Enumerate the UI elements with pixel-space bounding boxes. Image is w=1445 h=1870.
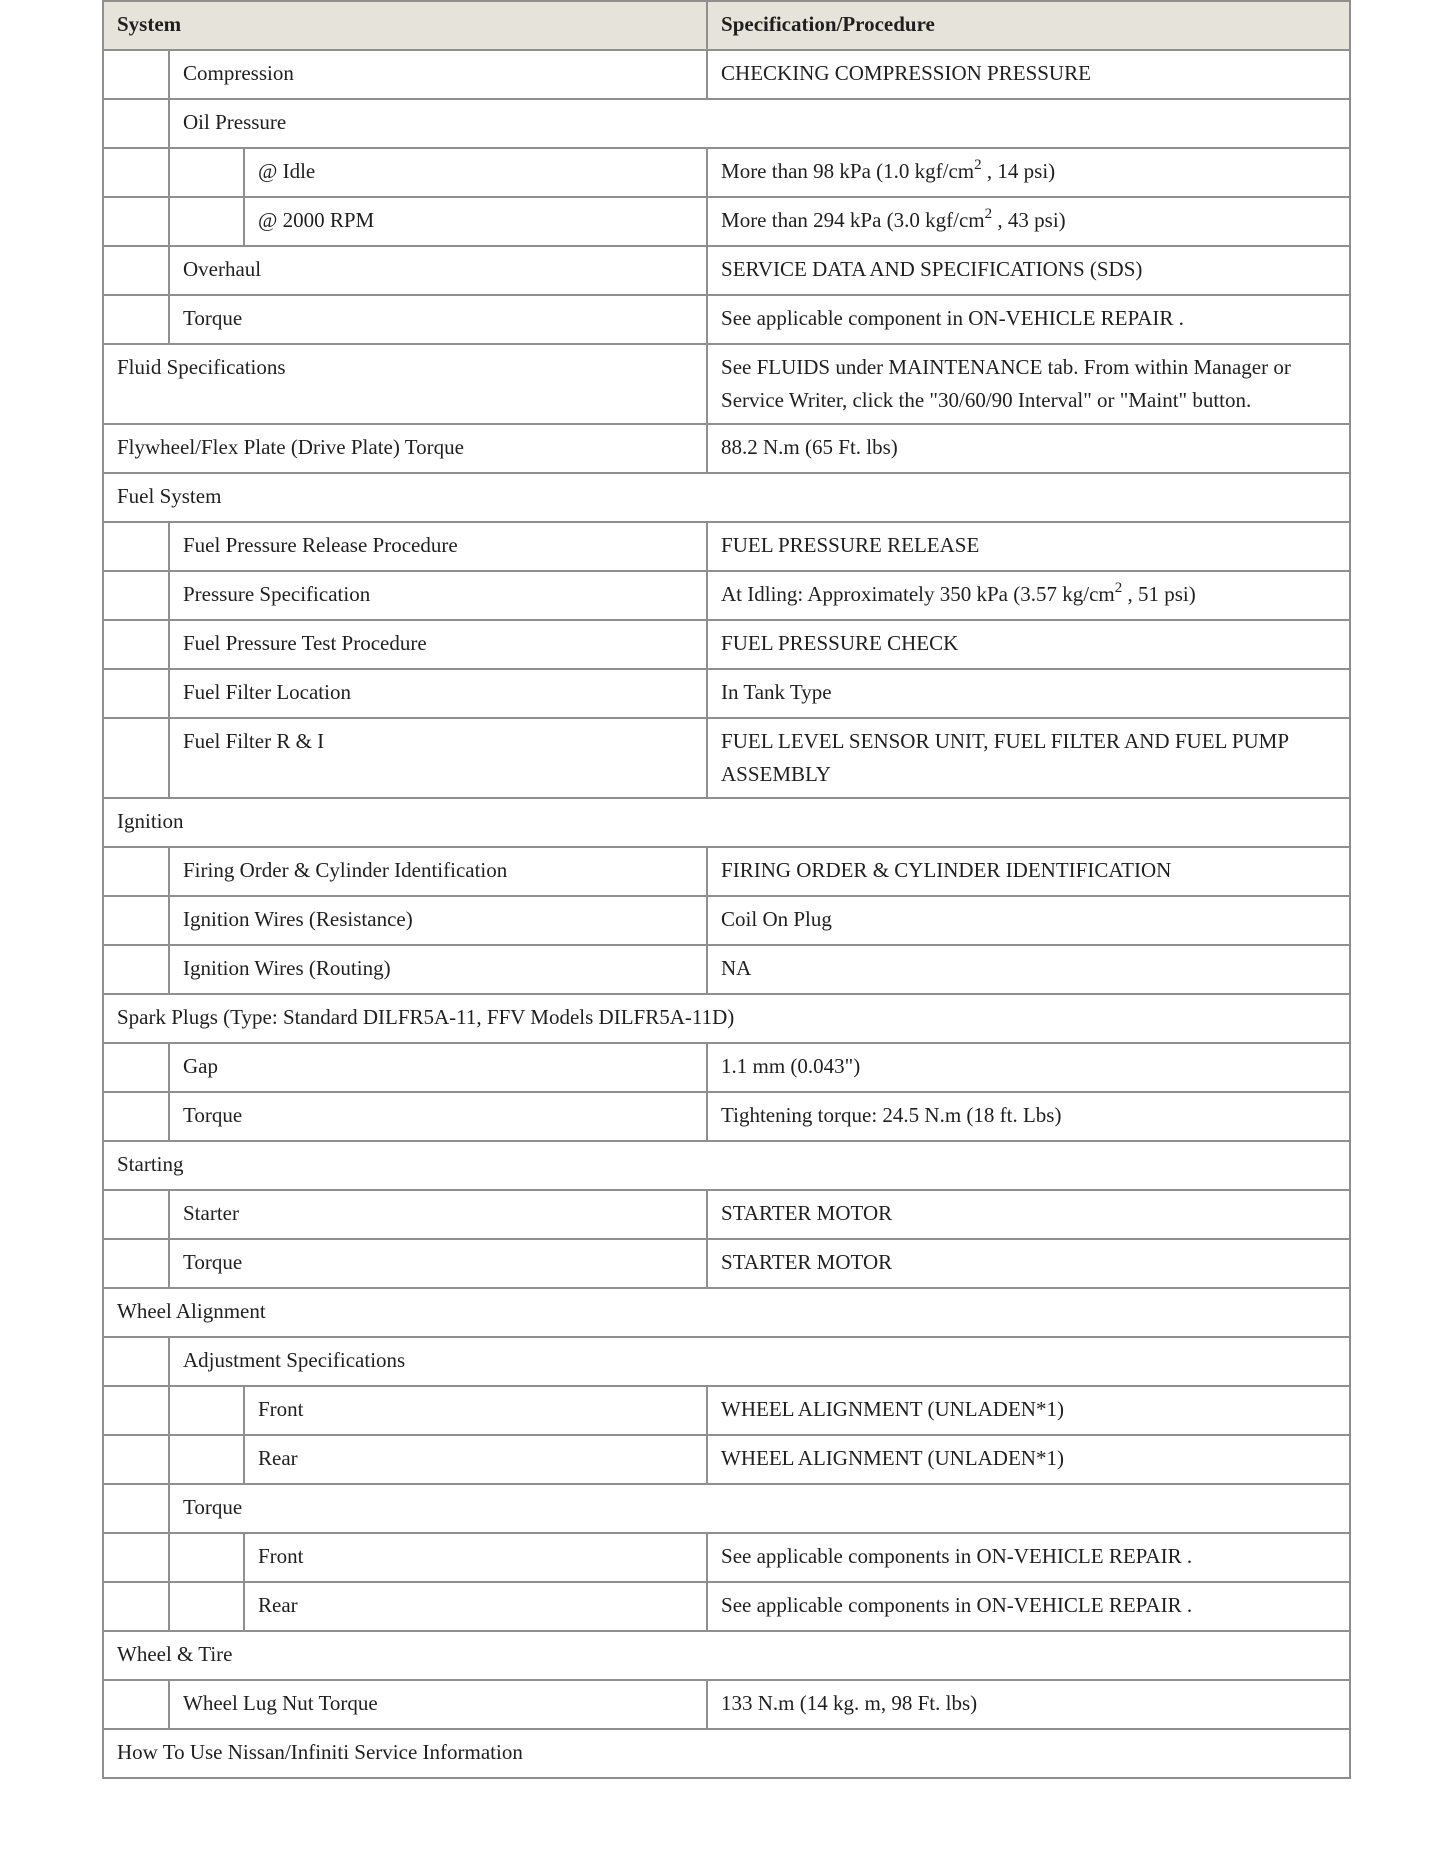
indent-cell — [103, 1190, 169, 1239]
indent-cell — [103, 1239, 169, 1288]
table-header-row — [103, 1, 1350, 50]
indent-cell — [103, 1484, 169, 1533]
row-label: @ Idle — [244, 148, 707, 197]
indent-cell — [103, 1533, 169, 1582]
row-label: Starter — [169, 1190, 707, 1239]
row-label: Ignition Wires (Resistance) — [169, 896, 707, 945]
row-label: Fuel Filter Location — [169, 669, 707, 718]
row-value: FIRING ORDER & CYLINDER IDENTIFICATION — [707, 847, 1350, 896]
table-row — [103, 620, 1350, 669]
row-label: Torque — [169, 295, 707, 344]
row-value: SERVICE DATA AND SPECIFICATIONS (SDS) — [707, 246, 1350, 295]
table-row — [103, 669, 1350, 718]
row-value: 1.1 mm (0.043") — [707, 1043, 1350, 1092]
indent-cell — [103, 1386, 169, 1435]
table-row — [103, 344, 1350, 424]
table-row — [103, 1190, 1350, 1239]
table-row — [103, 1239, 1350, 1288]
header-spec: Specification/Procedure — [707, 1, 1350, 50]
table-row — [103, 718, 1350, 798]
table-row — [103, 197, 1350, 246]
value-superscript: 2 — [1114, 580, 1123, 596]
row-value: See applicable components in ON-VEHICLE REPAIR . — [707, 1533, 1350, 1582]
row-label: Fuel Filter R & I — [169, 718, 707, 798]
indent-cell — [169, 1386, 244, 1435]
indent-cell — [169, 148, 244, 197]
table-row — [103, 424, 1350, 473]
value-text-suffix: , 14 psi) — [981, 159, 1056, 183]
table-row — [103, 50, 1350, 99]
row-label: Fuel Pressure Release Procedure — [169, 522, 707, 571]
indent-cell — [103, 1435, 169, 1484]
table-row — [103, 571, 1350, 620]
section-row — [103, 1729, 1350, 1778]
row-value: See applicable component in ON-VEHICLE REPAIR . — [707, 295, 1350, 344]
row-value: Coil On Plug — [707, 896, 1350, 945]
table-row — [103, 1043, 1350, 1092]
section-row — [103, 1288, 1350, 1337]
table-row — [103, 896, 1350, 945]
row-value: STARTER MOTOR — [707, 1239, 1350, 1288]
indent-cell — [103, 847, 169, 896]
section-row — [103, 994, 1350, 1043]
row-value: WHEEL ALIGNMENT (UNLADEN*1) — [707, 1386, 1350, 1435]
indent-cell — [103, 896, 169, 945]
value-text: More than 98 kPa (1.0 kgf/cm — [721, 159, 975, 183]
indent-cell — [103, 197, 169, 246]
section-label: Wheel & Tire — [103, 1631, 1350, 1680]
row-label: Fuel Pressure Test Procedure — [169, 620, 707, 669]
row-value: 88.2 N.m (65 Ft. lbs) — [707, 424, 1350, 473]
table-row — [103, 1582, 1350, 1631]
row-label: Flywheel/Flex Plate (Drive Plate) Torque — [103, 424, 707, 473]
row-value: STARTER MOTOR — [707, 1190, 1350, 1239]
section-label: Adjustment Specifications — [169, 1337, 1350, 1386]
value-text-suffix: , 51 psi) — [1122, 582, 1196, 606]
section-label: Starting — [103, 1141, 1350, 1190]
section-label: Spark Plugs (Type: Standard DILFR5A-11, FFV Models DILFR5A-11D) — [103, 994, 1350, 1043]
table-row — [103, 1386, 1350, 1435]
value-superscript: 2 — [984, 206, 993, 222]
indent-cell — [103, 620, 169, 669]
row-label: @ 2000 RPM — [244, 197, 707, 246]
row-value: FUEL PRESSURE RELEASE — [707, 522, 1350, 571]
indent-cell — [103, 246, 169, 295]
row-value — [707, 571, 1350, 620]
row-label: Front — [244, 1386, 707, 1435]
row-label: Firing Order & Cylinder Identification — [169, 847, 707, 896]
indent-cell — [103, 669, 169, 718]
table-row — [103, 1092, 1350, 1141]
row-value: NA — [707, 945, 1350, 994]
indent-cell — [103, 1043, 169, 1092]
indent-cell — [103, 1680, 169, 1729]
section-label: Wheel Alignment — [103, 1288, 1350, 1337]
row-label: Gap — [169, 1043, 707, 1092]
section-row — [103, 1484, 1350, 1533]
indent-cell — [103, 1337, 169, 1386]
table-row — [103, 1533, 1350, 1582]
indent-cell — [103, 571, 169, 620]
indent-cell — [103, 295, 169, 344]
indent-cell — [103, 1092, 169, 1141]
table-row — [103, 1680, 1350, 1729]
row-label: Fluid Specifications — [103, 344, 707, 424]
section-row — [103, 1141, 1350, 1190]
row-value: FUEL LEVEL SENSOR UNIT, FUEL FILTER AND FUEL PUMP ASSEMBLY — [707, 718, 1350, 798]
indent-cell — [103, 945, 169, 994]
row-label: Compression — [169, 50, 707, 99]
row-label: Overhaul — [169, 246, 707, 295]
header-system: System — [103, 1, 707, 50]
indent-cell — [103, 1582, 169, 1631]
value-text-suffix: , 43 psi) — [992, 208, 1066, 232]
table-row — [103, 1435, 1350, 1484]
row-value: WHEEL ALIGNMENT (UNLADEN*1) — [707, 1435, 1350, 1484]
indent-cell — [103, 148, 169, 197]
row-value: Tightening torque: 24.5 N.m (18 ft. Lbs) — [707, 1092, 1350, 1141]
row-value: 133 N.m (14 kg. m, 98 Ft. lbs) — [707, 1680, 1350, 1729]
section-row — [103, 99, 1350, 148]
row-value: FUEL PRESSURE CHECK — [707, 620, 1350, 669]
row-label: Torque — [169, 1092, 707, 1141]
indent-cell — [103, 99, 169, 148]
row-label: Rear — [244, 1582, 707, 1631]
table-row — [103, 148, 1350, 197]
row-label: Rear — [244, 1435, 707, 1484]
row-value: See FLUIDS under MAINTENANCE tab. From within Manager or Service Writer, click the "30/60/90 Interval" or "Maint" button. — [707, 344, 1350, 424]
table-row — [103, 295, 1350, 344]
row-label: Front — [244, 1533, 707, 1582]
row-label: Wheel Lug Nut Torque — [169, 1680, 707, 1729]
indent-cell — [103, 50, 169, 99]
row-label: Torque — [169, 1239, 707, 1288]
section-row — [103, 798, 1350, 847]
row-value — [707, 148, 1350, 197]
section-label: Ignition — [103, 798, 1350, 847]
row-label: Pressure Specification — [169, 571, 707, 620]
row-value — [707, 197, 1350, 246]
table-row — [103, 945, 1350, 994]
section-label: Oil Pressure — [169, 99, 1350, 148]
spec-table — [102, 0, 1351, 1779]
table-row — [103, 522, 1350, 571]
value-superscript: 2 — [974, 157, 982, 173]
row-value: CHECKING COMPRESSION PRESSURE — [707, 50, 1350, 99]
indent-cell — [103, 718, 169, 798]
row-value: In Tank Type — [707, 669, 1350, 718]
section-label: How To Use Nissan/Infiniti Service Information — [103, 1729, 1350, 1778]
indent-cell — [169, 1582, 244, 1631]
section-row — [103, 1631, 1350, 1680]
value-text: More than 294 kPa (3.0 kgf/cm — [721, 208, 985, 232]
row-value: See applicable components in ON-VEHICLE REPAIR . — [707, 1582, 1350, 1631]
table-row — [103, 246, 1350, 295]
indent-cell — [169, 197, 244, 246]
indent-cell — [169, 1533, 244, 1582]
value-text: At Idling: Approximately 350 kPa (3.57 kg/cm — [721, 582, 1115, 606]
indent-cell — [103, 522, 169, 571]
section-row — [103, 473, 1350, 522]
row-label: Ignition Wires (Routing) — [169, 945, 707, 994]
indent-cell — [169, 1435, 244, 1484]
table-row — [103, 847, 1350, 896]
table-body — [103, 50, 1350, 1778]
section-row — [103, 1337, 1350, 1386]
section-label: Fuel System — [103, 473, 1350, 522]
section-label: Torque — [169, 1484, 1350, 1533]
